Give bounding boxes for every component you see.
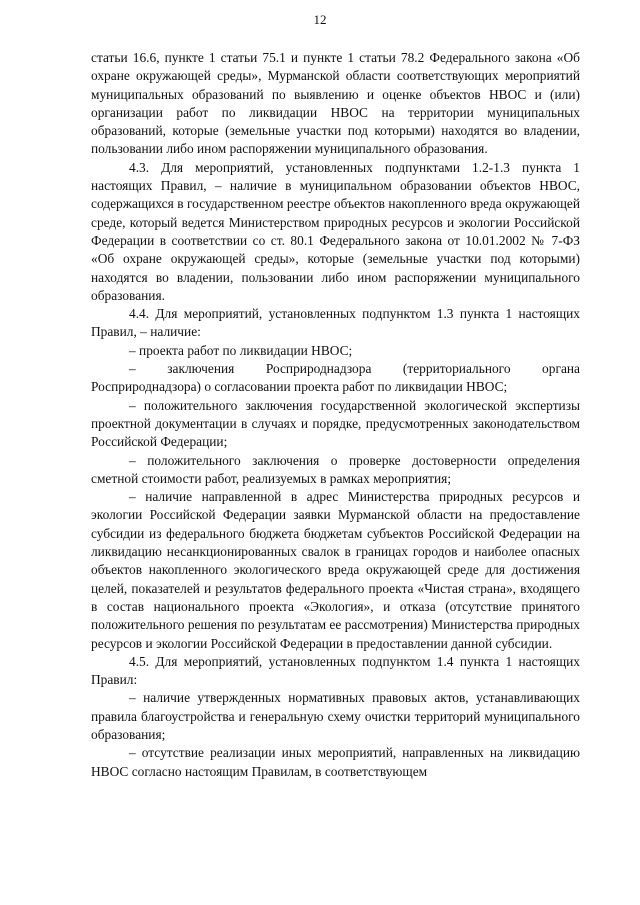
document-body [91,49,580,781]
paragraph-4-5: 4.5. Для мероприятий, установленных подпунктом 1.4 пункта 1 настоящих Правил: [91,653,580,688]
paragraph-4-3: 4.3. Для мероприятий, установленных подпунктами 1.2-1.3 пункта 1 настоящих Правил, – наличие в муниципальном образовании объектов НВОС, содержащихся в государственном реестре объектов накопленного вреда окружающей среде, который ведется Министерством природных ресурсов и экологии Российской Федерации в соответствии со ст. 80.1 Федерального закона от 10.01.2002 № 7-ФЗ «Об охране окружающей среды», которые (земельные участки под которыми) находятся во владении, пользовании либо ином распоряжении муниципального образования. [91,159,580,303]
list-item: – положительного заключения государственной экологической экспертизы проектной документации в случаях и порядке, предусмотренных законодательством Российской Федерации; [91,397,580,450]
list-item: – наличие направленной в адрес Министерства природных ресурсов и экологии Российской Федерации заявки Мурманской области на предоставление субсидии из федерального бюджета бюджетам субъектов Российской Федерации на ликвидацию несанкционированных свалок в границах городов и наиболее опасных объектов накопленного экологического вреда окружающей среде для достижения целей, показателей и результатов федерального проекта «Чистая страна», входящего в состав национального проекта «Экология», и отказа (отсутствие принятого положительного решения по результатам ее рассмотрения) Министерства природных ресурсов и экологии Российской Федерации в предоставлении данной субсидии. [91,489,580,651]
page-number: 12 [313,12,327,27]
list-item: – заключения Росприроднадзора (территориального органа Росприроднадзора) о согласовании проекта работ по ликвидации НВОС; [91,361,580,395]
list-item: – положительного заключения о проверке достоверности определения сметной стоимости работ, реализуемых в рамках мероприятия; [91,452,580,486]
paragraph-4-4: 4.4. Для мероприятий, установленных подпунктом 1.3 пункта 1 настоящих Правил, – наличие: [91,306,580,340]
list-item: – отсутствие реализации иных мероприятий, направленных на ликвидацию НВОС согласно настоящим Правилам, в соответствующем [91,745,580,779]
list-item: – проекта работ по ликвидации НВОС; [129,342,353,358]
list-item: – наличие утвержденных нормативных правовых актов, устанавливающих правила благоустройства и генеральную схему очистки территорий муниципального образования; [91,690,580,742]
paragraph-continuation: статьи 16.6, пункте 1 статьи 75.1 и пункте 1 статьи 78.2 Федерального закона «Об охране окружающей среды», Мурманской области соответствующих мероприятий муниципальных образований по выявлению и оценке объектов НВОС и (или) организации работ по ликвидации НВОС на территории муниципальных образований, которые (земельные участки под которыми) находятся во владении, пользовании либо ином распоряжении муниципального образования. [91,50,580,157]
